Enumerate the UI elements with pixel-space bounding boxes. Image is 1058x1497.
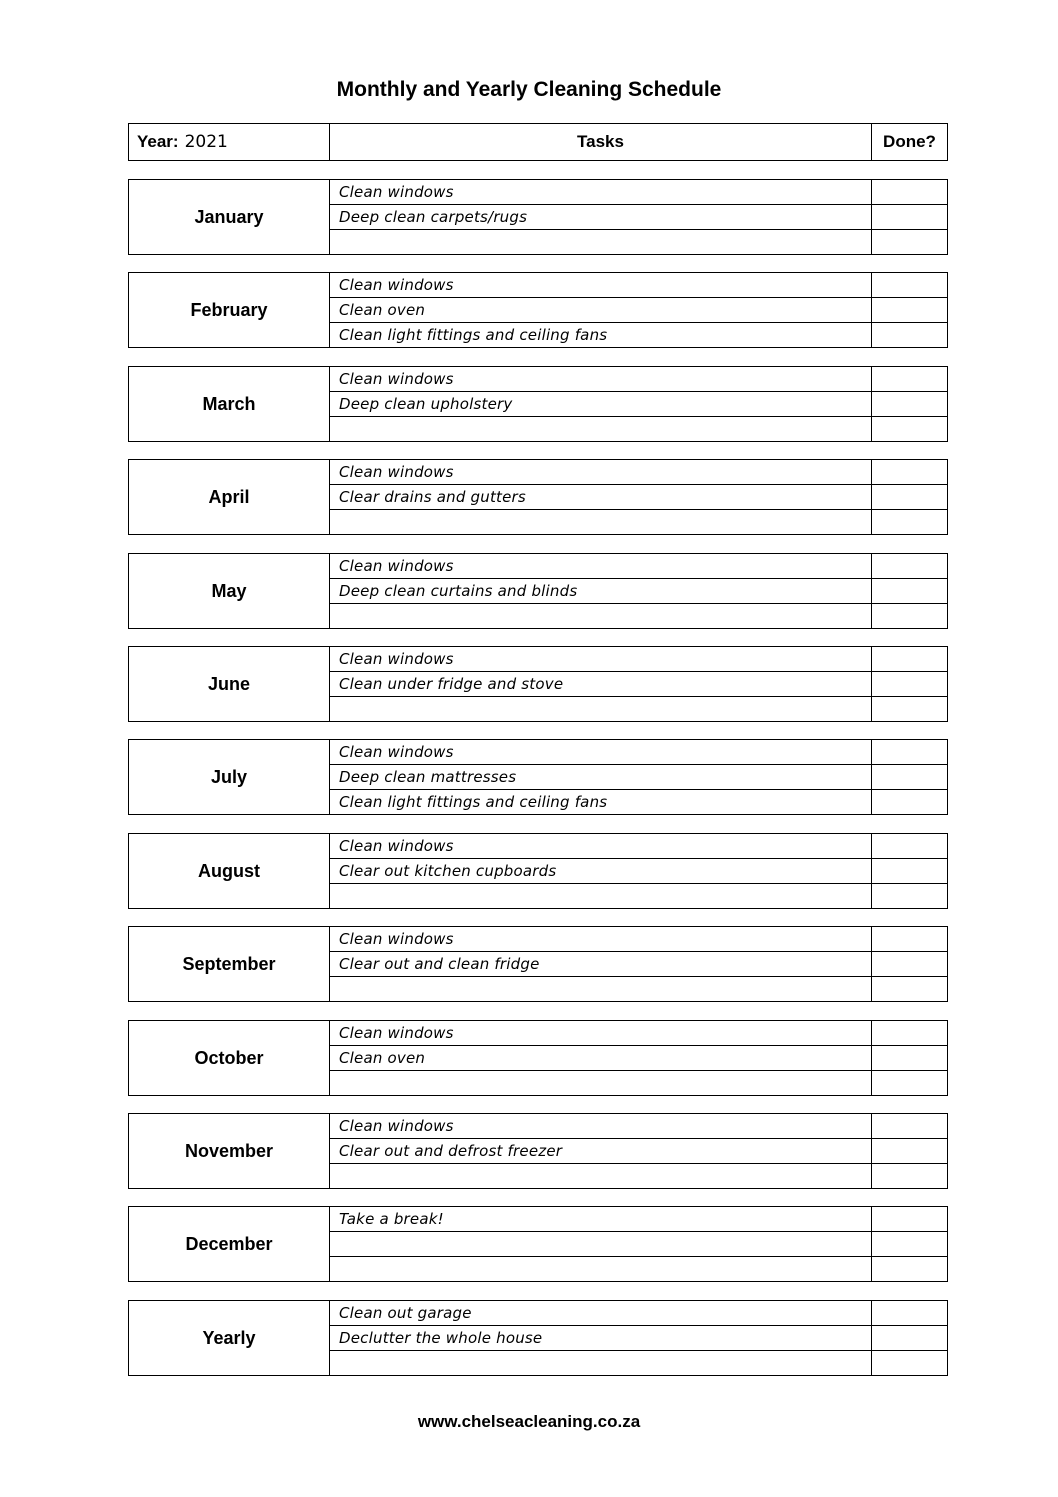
task-row: [330, 204, 947, 229]
task-row: [330, 180, 947, 204]
task-rows: [330, 554, 947, 628]
month-block: [128, 459, 948, 535]
done-checkbox-cell[interactable]: [872, 180, 947, 204]
task-cell[interactable]: [330, 1257, 872, 1281]
task-row: [330, 391, 947, 416]
month-name: December: [129, 1207, 330, 1281]
done-checkbox-cell[interactable]: [872, 952, 947, 976]
done-checkbox-cell[interactable]: [872, 1326, 947, 1350]
task-cell[interactable]: [330, 604, 872, 628]
task-row: [330, 1350, 947, 1375]
task-rows: [330, 1021, 947, 1095]
done-checkbox-cell[interactable]: [872, 884, 947, 908]
task-cell[interactable]: Clean oven: [330, 298, 872, 322]
done-checkbox-cell[interactable]: [872, 740, 947, 764]
task-cell[interactable]: Take a break!: [330, 1207, 872, 1231]
task-cell[interactable]: Clean light fittings and ceiling fans: [330, 323, 872, 347]
task-row: [330, 273, 947, 297]
task-row: [330, 789, 947, 814]
tasks-column-header: Tasks: [330, 124, 872, 160]
task-cell[interactable]: Deep clean carpets/rugs: [330, 205, 872, 229]
month-name: October: [129, 1021, 330, 1095]
done-checkbox-cell[interactable]: [872, 604, 947, 628]
task-cell[interactable]: Clean windows: [330, 180, 872, 204]
month-name: May: [129, 554, 330, 628]
task-row: [330, 671, 947, 696]
task-row: [330, 647, 947, 671]
done-checkbox-cell[interactable]: [872, 1164, 947, 1188]
task-cell[interactable]: [330, 417, 872, 441]
task-row: [330, 322, 947, 347]
task-row: [330, 858, 947, 883]
month-block: [128, 739, 948, 815]
task-cell[interactable]: Clean windows: [330, 460, 872, 484]
task-rows: [330, 1301, 947, 1375]
task-row: [330, 1138, 947, 1163]
task-cell[interactable]: Clean windows: [330, 740, 872, 764]
task-rows: [330, 180, 947, 254]
month-block: [128, 646, 948, 722]
task-cell[interactable]: Clean oven: [330, 1046, 872, 1070]
task-row: [330, 740, 947, 764]
page-title: Monthly and Yearly Cleaning Schedule: [336, 78, 722, 101]
task-rows: [330, 1114, 947, 1188]
task-row: [330, 416, 947, 441]
task-cell[interactable]: Clean windows: [330, 647, 872, 671]
task-cell[interactable]: Clean windows: [330, 927, 872, 951]
done-checkbox-cell[interactable]: [872, 977, 947, 1001]
month-block: [128, 833, 948, 909]
task-cell[interactable]: [330, 697, 872, 721]
done-checkbox-cell[interactable]: [872, 392, 947, 416]
task-rows: [330, 834, 947, 908]
done-checkbox-cell[interactable]: [872, 510, 947, 534]
task-cell[interactable]: Clean windows: [330, 554, 872, 578]
task-row: [330, 1045, 947, 1070]
done-checkbox-cell[interactable]: [872, 647, 947, 671]
task-row: [330, 1325, 947, 1350]
month-name: July: [129, 740, 330, 814]
task-cell[interactable]: [330, 1164, 872, 1188]
task-cell[interactable]: Clean windows: [330, 1021, 872, 1045]
task-row: [330, 1070, 947, 1095]
done-checkbox-cell[interactable]: [872, 1021, 947, 1045]
done-checkbox-cell[interactable]: [872, 1207, 947, 1231]
done-checkbox-cell[interactable]: [872, 790, 947, 814]
task-rows: [330, 460, 947, 534]
done-column-header: Done?: [883, 132, 936, 151]
task-cell[interactable]: [330, 1351, 872, 1375]
task-rows: [330, 740, 947, 814]
month-name: April: [129, 460, 330, 534]
footer-website[interactable]: www.chelseacleaning.co.za: [417, 1412, 641, 1431]
done-checkbox-cell[interactable]: [872, 230, 947, 254]
task-rows: [330, 273, 947, 347]
task-row: [330, 976, 947, 1001]
done-checkbox-cell[interactable]: [872, 298, 947, 322]
year-cell: [129, 124, 330, 160]
task-row: [330, 1021, 947, 1045]
done-checkbox-cell[interactable]: [872, 554, 947, 578]
done-checkbox-cell[interactable]: [872, 273, 947, 297]
month-block: [128, 272, 948, 348]
done-checkbox-cell[interactable]: [872, 417, 947, 441]
task-cell[interactable]: Clean light fittings and ceiling fans: [330, 790, 872, 814]
task-cell[interactable]: Clear out kitchen cupboards: [330, 859, 872, 883]
task-rows: [330, 1207, 947, 1281]
task-cell[interactable]: Clean windows: [330, 1114, 872, 1138]
task-cell[interactable]: [330, 510, 872, 534]
task-cell[interactable]: Clear out and clean fridge: [330, 952, 872, 976]
done-checkbox-cell[interactable]: [872, 485, 947, 509]
task-row: [330, 367, 947, 391]
month-block: [128, 366, 948, 442]
task-cell[interactable]: Deep clean curtains and blinds: [330, 579, 872, 603]
task-cell[interactable]: [330, 884, 872, 908]
task-row: [330, 764, 947, 789]
task-row: [330, 297, 947, 322]
task-cell[interactable]: Clear drains and gutters: [330, 485, 872, 509]
task-row: [330, 1114, 947, 1138]
month-block: [128, 1113, 948, 1189]
month-block: [128, 1020, 948, 1096]
done-checkbox-cell[interactable]: [872, 460, 947, 484]
month-block: [128, 926, 948, 1002]
month-name: January: [129, 180, 330, 254]
done-checkbox-cell[interactable]: [872, 1046, 947, 1070]
task-cell[interactable]: Clean out garage: [330, 1301, 872, 1325]
month-name: September: [129, 927, 330, 1001]
task-cell[interactable]: Clean windows: [330, 834, 872, 858]
month-block: [128, 1206, 948, 1282]
task-row: [330, 554, 947, 578]
month-name: Yearly: [129, 1301, 330, 1375]
task-row: [330, 1256, 947, 1281]
task-rows: [330, 367, 947, 441]
schedule-header: [128, 123, 948, 161]
done-checkbox-cell[interactable]: [872, 367, 947, 391]
task-row: [330, 229, 947, 254]
done-checkbox-cell[interactable]: [872, 859, 947, 883]
task-cell[interactable]: [330, 230, 872, 254]
month-name: August: [129, 834, 330, 908]
task-row: [330, 951, 947, 976]
task-row: [330, 883, 947, 908]
task-row: [330, 696, 947, 721]
task-rows: [330, 647, 947, 721]
done-checkbox-cell[interactable]: [872, 1351, 947, 1375]
year-label: Year:: [137, 132, 179, 151]
done-checkbox-cell[interactable]: [872, 1301, 947, 1325]
task-cell[interactable]: Clear out and defrost freezer: [330, 1139, 872, 1163]
task-cell[interactable]: Deep clean mattresses: [330, 765, 872, 789]
done-checkbox-cell[interactable]: [872, 323, 947, 347]
task-row: [330, 1301, 947, 1325]
month-block: [128, 179, 948, 255]
done-checkbox-cell[interactable]: [872, 205, 947, 229]
task-cell[interactable]: Declutter the whole house: [330, 1326, 872, 1350]
done-checkbox-cell[interactable]: [872, 1232, 947, 1256]
task-row: [330, 1231, 947, 1256]
done-checkbox-cell[interactable]: [872, 579, 947, 603]
task-row: [330, 484, 947, 509]
task-row: [330, 1207, 947, 1231]
task-row: [330, 509, 947, 534]
task-row: [330, 603, 947, 628]
task-cell[interactable]: [330, 977, 872, 1001]
task-cell[interactable]: [330, 1071, 872, 1095]
month-block: [128, 553, 948, 629]
done-checkbox-cell[interactable]: [872, 765, 947, 789]
month-name: November: [129, 1114, 330, 1188]
year-value[interactable]: 2021: [184, 132, 228, 152]
done-checkbox-cell[interactable]: [872, 1114, 947, 1138]
done-checkbox-cell[interactable]: [872, 1257, 947, 1281]
task-cell[interactable]: Clean windows: [330, 367, 872, 391]
task-row: [330, 460, 947, 484]
task-row: [330, 1163, 947, 1188]
task-cell[interactable]: Clean under fridge and stove: [330, 672, 872, 696]
month-name: June: [129, 647, 330, 721]
month-name: March: [129, 367, 330, 441]
done-checkbox-cell[interactable]: [872, 672, 947, 696]
task-rows: [330, 927, 947, 1001]
task-cell[interactable]: Clean windows: [330, 273, 872, 297]
task-row: [330, 578, 947, 603]
task-row: [330, 927, 947, 951]
done-checkbox-cell[interactable]: [872, 834, 947, 858]
month-block: [128, 1300, 948, 1376]
done-checkbox-cell[interactable]: [872, 697, 947, 721]
done-checkbox-cell[interactable]: [872, 927, 947, 951]
done-checkbox-cell[interactable]: [872, 1139, 947, 1163]
done-checkbox-cell[interactable]: [872, 1071, 947, 1095]
task-cell[interactable]: Deep clean upholstery: [330, 392, 872, 416]
task-cell[interactable]: [330, 1232, 872, 1256]
task-row: [330, 834, 947, 858]
month-name: February: [129, 273, 330, 347]
